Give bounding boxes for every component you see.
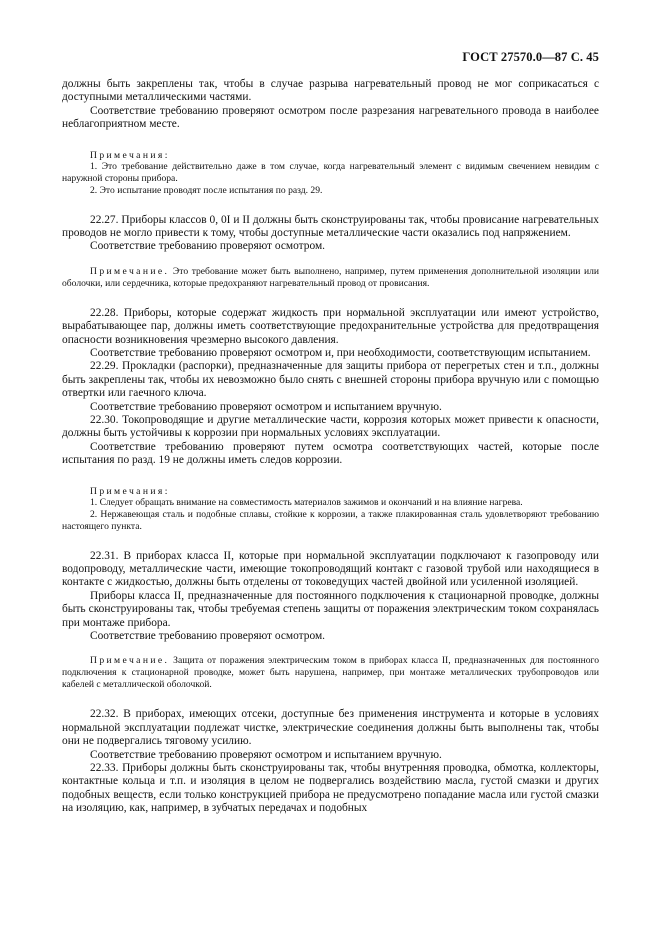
clause-22-29-check: Соответствие требованию проверяют осмотром и испытанием вручную. [90, 400, 442, 413]
note-item: 2. Это испытание проводят после испытания по разд. 29. [90, 184, 323, 196]
clause-22-31: 22.31. В приборах класса II, которые при нормальной эксплуатации подключают к газопроводу или водопроводу, металлические части, имеющие токопроводящий контакт с газовой трубой или находящиеся в контакте с жидкостью, должны быть отделены от токоведущих частей двойной или усиленной изоляцией. [62, 549, 599, 589]
note-item: 1. Это требование действительно даже в том случае, когда нагревательный элемент с видимым свечением невидим с наружной стороны прибора. [62, 161, 599, 184]
page-header: ГОСТ 27570.0—87 С. 45 [462, 50, 599, 64]
note-text: Это требование может быть выполнено, например, путем применения дополнительной изоляции или оболочки, или сердечника, которые предохраняют нагревательный провод от провисания. [62, 265, 599, 289]
clause-22-29: 22.29. Прокладки (распорки), предназначенные для защиты прибора от перегретых стен и т.п., должны быть закреплены так, чтобы их невозможно было снять с внешней стороны прибора вручную или с помощью отвертки или гаечного ключа. [62, 360, 599, 400]
clause-22-32-check: Соответствие требованию проверяют осмотром и испытанием вручную. [90, 748, 442, 761]
document-body [62, 78, 599, 816]
note-label: Примечание. [90, 265, 170, 277]
note-item: 1. Следует обращать внимание на совместимость материалов зажимов и окончаний и на влияние нагрева. [90, 497, 523, 509]
clause-22-30-check: Соответствие требованию проверяют путем осмотра соответствующих частей, которые после испытания по разд. 19 не должны иметь следов коррозии. [62, 440, 599, 467]
paragraph-continuation: должны быть закреплены так, чтобы в случае разрыва нагревательный провод не мог соприкасаться с доступными металлическими частями. [62, 78, 599, 104]
clause-22-31-b: Приборы класса II, предназначенные для постоянного подключения к стационарной проводке, должны быть сконструированы так, чтобы требуемая степень защиты от поражения электрическим током сохранялась при монтаже прибора. [62, 589, 599, 629]
clause-22-28: 22.28. Приборы, которые содержат жидкость при нормальной эксплуатации или имеют устройство, вырабатывающее пар, должны иметь соответствующие предохранительные устройства для предотвращения опасности возникновения чрезмерно высокого давления. [62, 306, 599, 346]
note-text: Защита от поражения электрическим током в приборах класса II, предназначенных для постоянного подключения к стационарной проводке, может быть нарушена, например, при монтаже металлических трубопроводов или кабелей с металлической оболочкой. [62, 655, 599, 691]
paragraph-check: Соответствие требованию проверяют осмотром после разрезания нагревательного провода в наиболее неблагоприятном месте. [62, 104, 599, 131]
clause-22-27-check: Соответствие требованию проверяют осмотром. [90, 240, 326, 253]
note-item: 2. Нержавеющая сталь и подобные сплавы, стойкие к коррозии, а также плакированная сталь удовлетворяют требованию настоящего пункта. [62, 508, 599, 532]
note-inline [62, 266, 599, 290]
notes-heading: Примечания: [90, 485, 170, 497]
clause-22-32: 22.32. В приборах, имеющих отсеки, доступные без применения инструмента и которые в условиях нормальной эксплуатации подлежат чистке, электрические соединения должны быть выполнены так, чтобы они не подвергались тяговому усилию. [62, 708, 599, 748]
notes-heading: Примечания: [90, 149, 170, 161]
clause-22-30: 22.30. Токопроводящие и другие металлические части, коррозия которых может привести к опасности, должны быть устойчивы к коррозии при нормальных условиях эксплуатации. [62, 413, 599, 440]
clause-22-33: 22.33. Приборы должны быть сконструированы так, чтобы внутренняя проводка, обмотка, коллекторы, контактные кольца и т.п. и изоляция в целом не подвергались воздействию масла, густой смазки и других подобных веществ, если только конструкцией прибора не предусмотрено попадание масла или густой смазки на изоляцию, как, например, в зубчатых передачах и подобных [62, 761, 599, 815]
clause-22-31-check: Соответствие требованию проверяют осмотром. [90, 629, 326, 642]
note-inline [62, 655, 599, 691]
clause-22-28-check: Соответствие требованию проверяют осмотром и, при необходимости, соответствующим испытанием. [90, 346, 591, 359]
clause-22-27: 22.27. Приборы классов 0, 0I и II должны быть сконструированы так, чтобы провисание нагревательных проводов не могло привести к тому, чтобы доступные металлические части оказались под напряжением. [62, 213, 599, 239]
note-label: Примечание. [90, 655, 170, 667]
